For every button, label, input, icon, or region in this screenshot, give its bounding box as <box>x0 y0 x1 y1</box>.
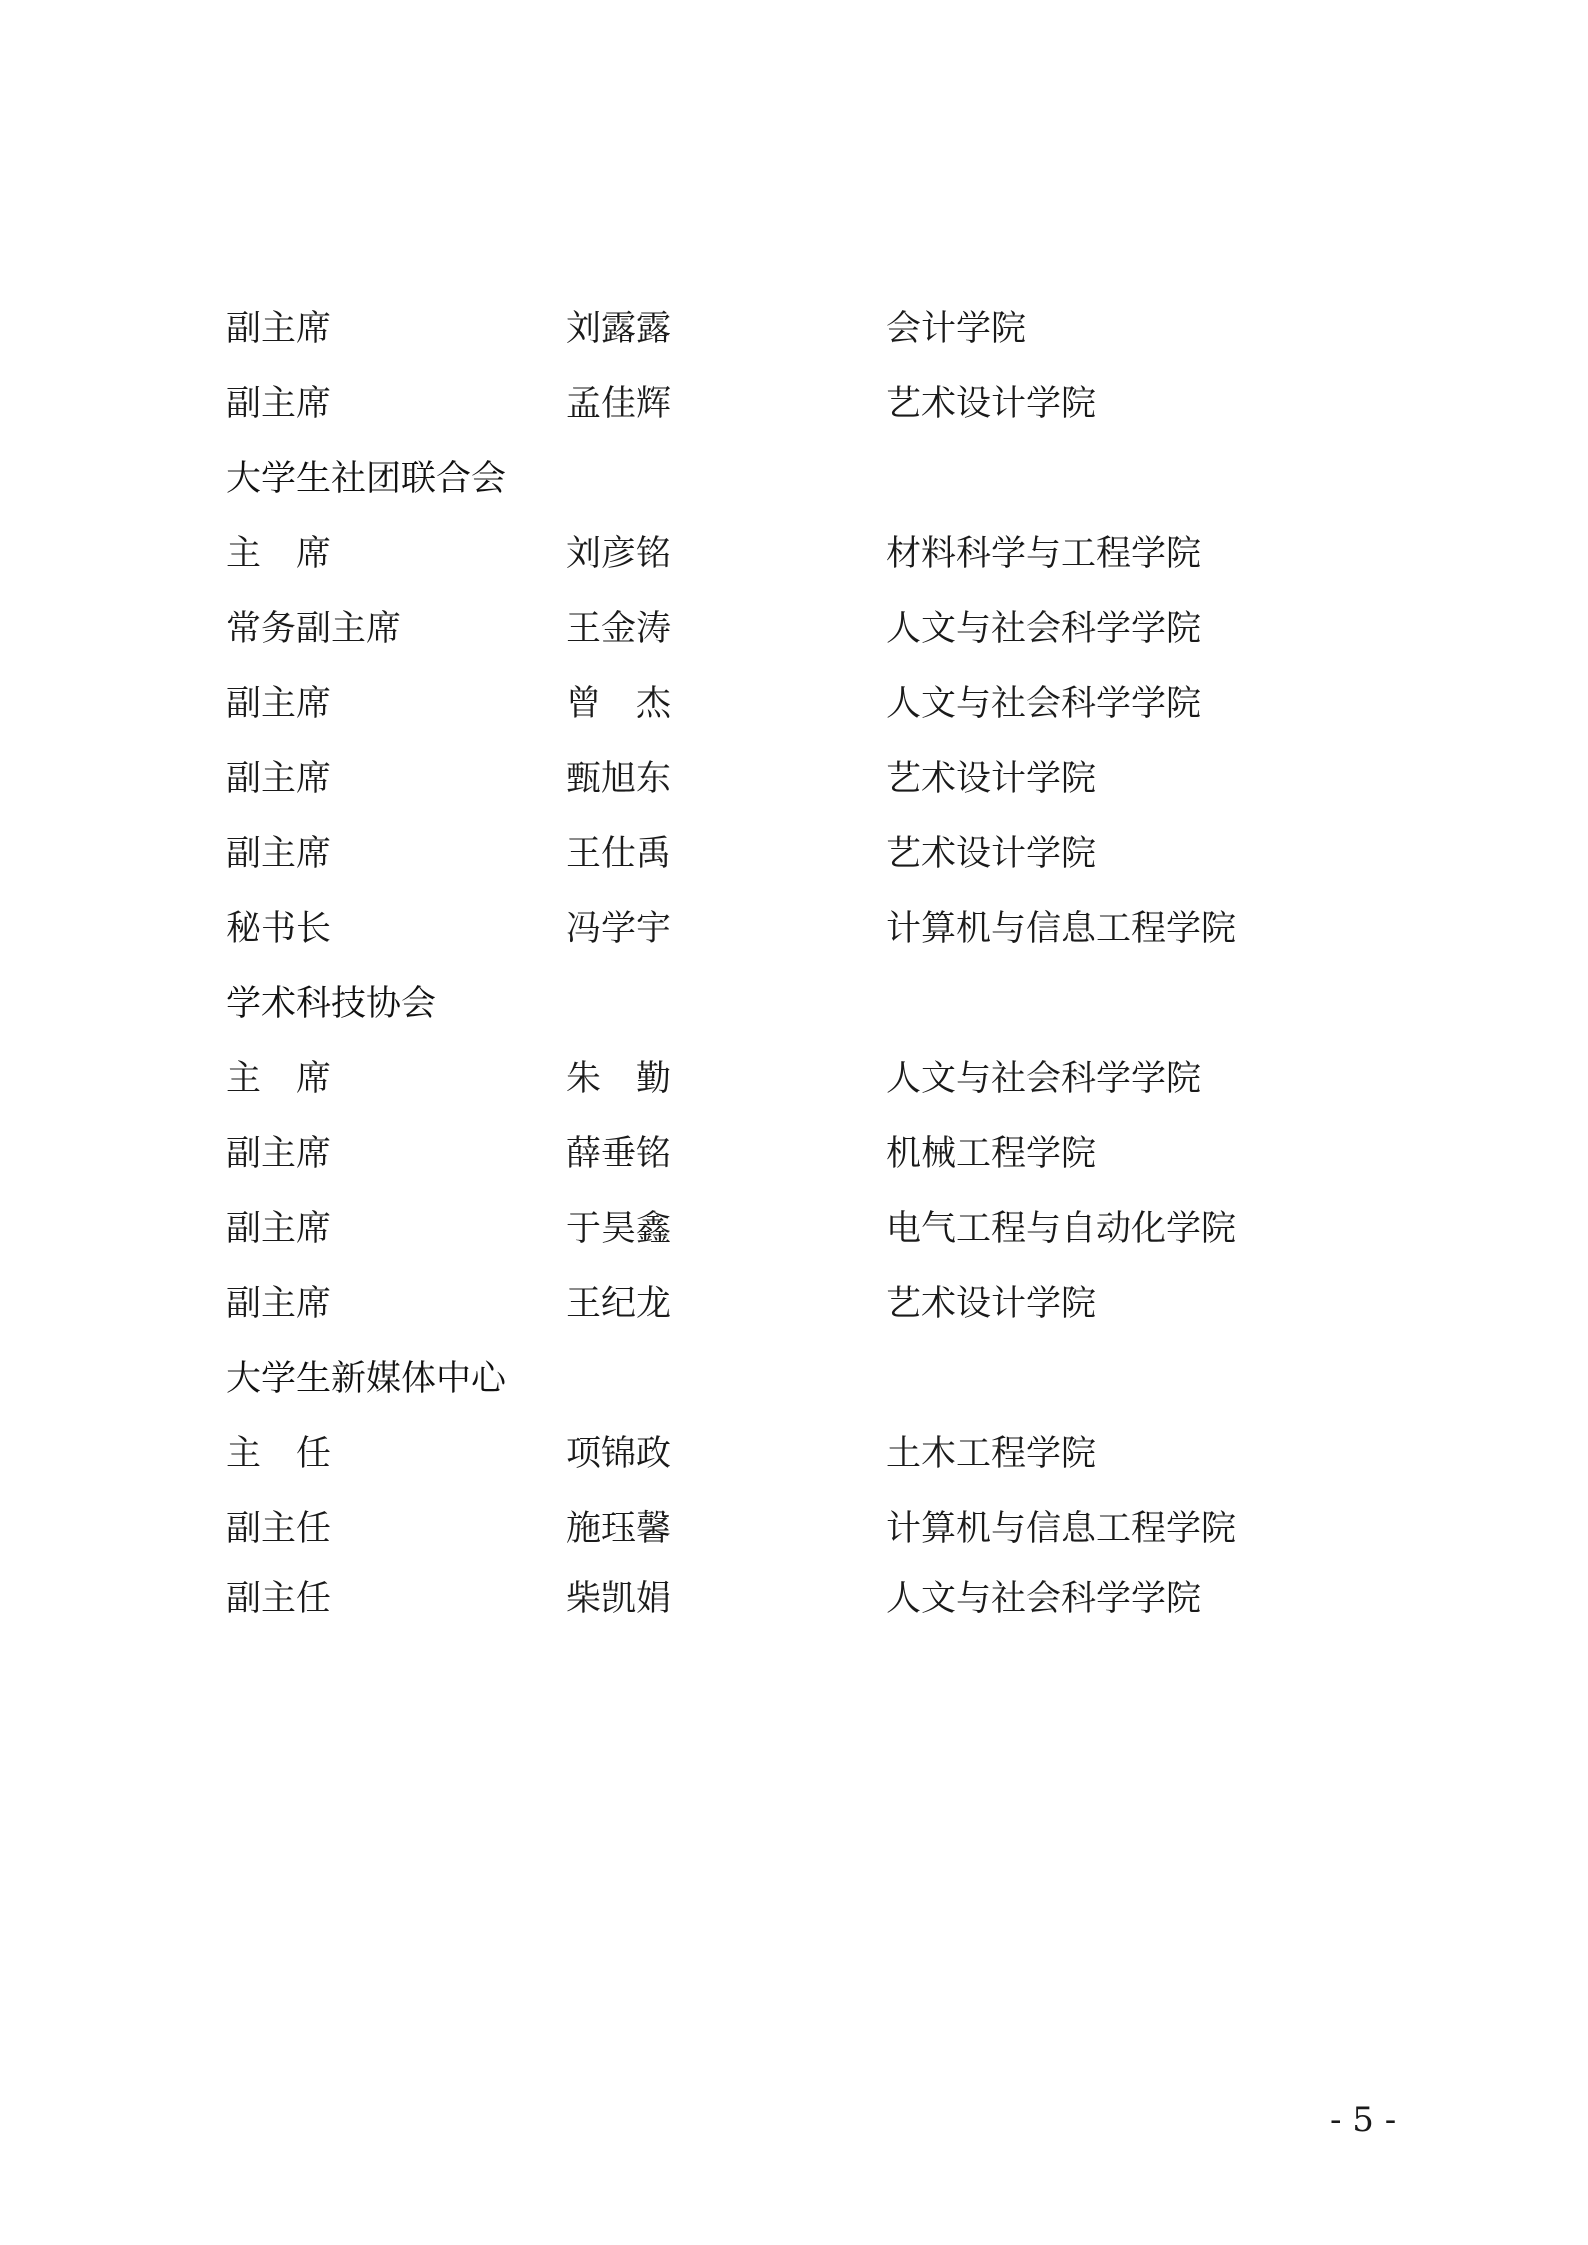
member-name: 施珏馨 <box>566 1509 672 1549</box>
roster-row <box>226 1198 1376 1273</box>
member-name: 于昊鑫 <box>566 1209 672 1249</box>
roster-row <box>226 898 1376 973</box>
section-heading: 大学生社团联合会 <box>226 459 507 499</box>
roster-row <box>226 1498 1376 1568</box>
department: 人文与社会科学学院 <box>886 1579 1202 1619</box>
department: 人文与社会科学学院 <box>886 1059 1202 1099</box>
roster-row <box>226 1273 1376 1348</box>
roster-row <box>226 373 1376 448</box>
position-title: 秘书长 <box>226 909 332 949</box>
position-title: 主 席 <box>226 534 332 574</box>
roster-row <box>226 1423 1376 1498</box>
position-title: 副主席 <box>226 834 332 874</box>
page-number: - 5 - <box>1330 2100 1397 2140</box>
position-title: 副主席 <box>226 1134 332 1174</box>
roster-row <box>226 823 1376 898</box>
position-title: 主 席 <box>226 1059 332 1099</box>
department: 机械工程学院 <box>886 1134 1097 1174</box>
department: 艺术设计学院 <box>886 1284 1097 1324</box>
member-name: 孟佳辉 <box>566 384 672 424</box>
member-name: 柴凯娟 <box>566 1579 672 1619</box>
roster-row <box>226 1568 1376 1643</box>
member-name: 王纪龙 <box>566 1284 672 1324</box>
section-heading: 学术科技协会 <box>226 984 437 1024</box>
position-title: 副主席 <box>226 684 332 724</box>
member-name: 刘露露 <box>566 309 672 349</box>
department: 艺术设计学院 <box>886 384 1097 424</box>
department: 土木工程学院 <box>886 1434 1097 1474</box>
department: 计算机与信息工程学院 <box>886 909 1237 949</box>
roster-row <box>226 1048 1376 1123</box>
position-title: 常务副主席 <box>226 609 402 649</box>
position-title: 副主席 <box>226 384 332 424</box>
roster-row <box>226 1123 1376 1198</box>
member-name: 朱 勤 <box>566 1059 672 1099</box>
position-title: 副主席 <box>226 309 332 349</box>
roster-row <box>226 748 1376 823</box>
position-title: 副主任 <box>226 1579 332 1619</box>
member-name: 项锦政 <box>566 1434 672 1474</box>
department: 人文与社会科学学院 <box>886 684 1202 724</box>
position-title: 副主任 <box>226 1509 332 1549</box>
roster-content <box>226 298 1376 1643</box>
position-title: 副主席 <box>226 1209 332 1249</box>
member-name: 甄旭东 <box>566 759 672 799</box>
department: 材料科学与工程学院 <box>886 534 1202 574</box>
position-title: 主 任 <box>226 1434 332 1474</box>
section-heading: 大学生新媒体中心 <box>226 1359 507 1399</box>
roster-row <box>226 523 1376 598</box>
position-title: 副主席 <box>226 759 332 799</box>
department: 计算机与信息工程学院 <box>886 1509 1237 1549</box>
member-name: 薛垂铭 <box>566 1134 672 1174</box>
member-name: 王金涛 <box>566 609 672 649</box>
department: 会计学院 <box>886 309 1027 349</box>
roster-row <box>226 598 1376 673</box>
member-name: 刘彦铭 <box>566 534 672 574</box>
department: 人文与社会科学学院 <box>886 609 1202 649</box>
department: 艺术设计学院 <box>886 759 1097 799</box>
department: 艺术设计学院 <box>886 834 1097 874</box>
roster-row <box>226 673 1376 748</box>
roster-row <box>226 298 1376 373</box>
position-title: 副主席 <box>226 1284 332 1324</box>
member-name: 冯学宇 <box>566 909 672 949</box>
member-name: 曾 杰 <box>566 684 672 724</box>
department: 电气工程与自动化学院 <box>886 1209 1237 1249</box>
member-name: 王仕禹 <box>566 834 672 874</box>
